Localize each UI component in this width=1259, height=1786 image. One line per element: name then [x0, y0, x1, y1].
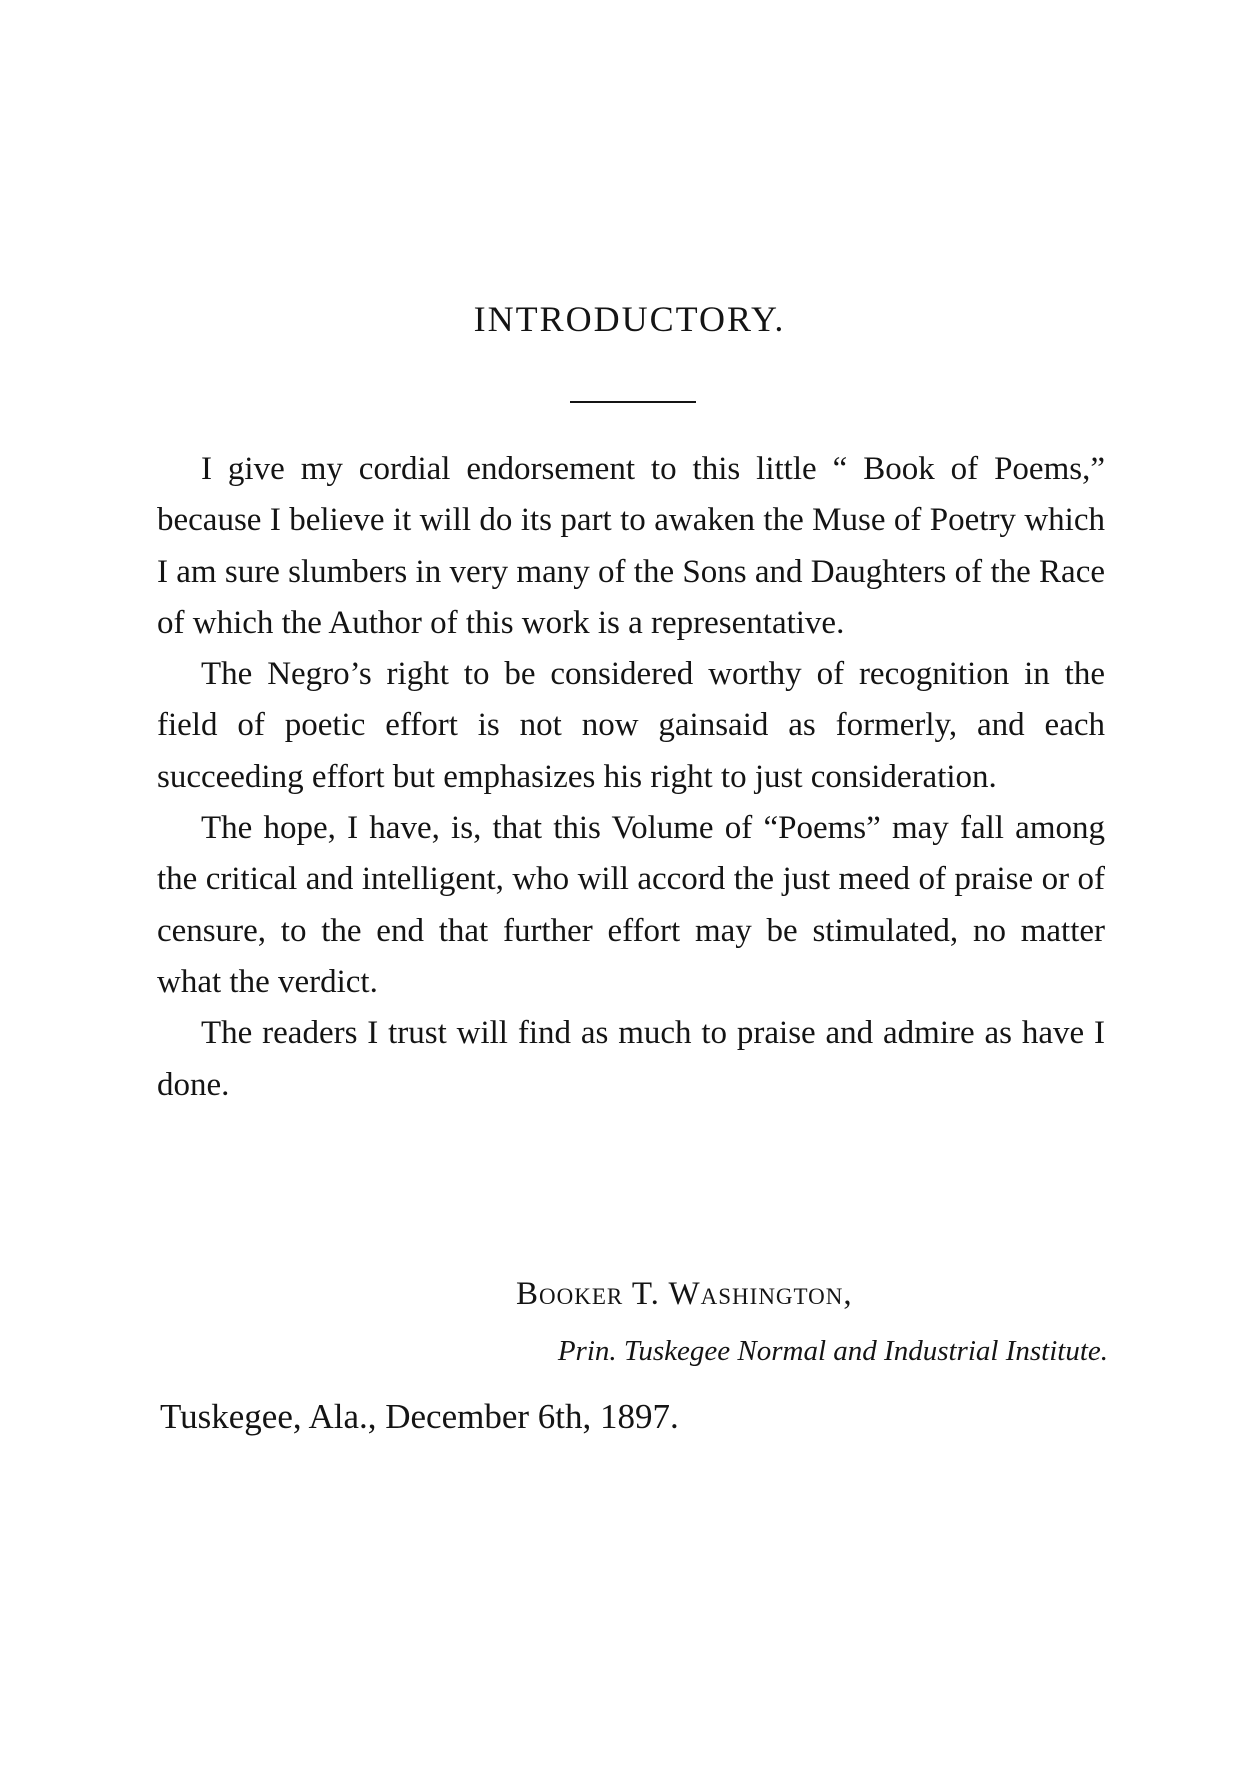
dateline: Tuskegee, Ala., December 6th, 1897.	[160, 1397, 679, 1436]
paragraph-4: The readers I trust will find as much to praise and admire as have I done.	[157, 1015, 1105, 1103]
paragraph-3: The hope, I have, is, that this Volume of “Poems” may fall among the critical and intelligent, who will accord the just meed of praise or of censure, to the end that further effort may be stimulated, no matter what the verdict.	[157, 810, 1105, 1000]
paragraph-1: I give my cordial endorsement to this little “ Book of Poems,” because I believe it will do its part to awaken the Muse of Poetry which I am sure slumbers in very many of the Sons and Daughters of the Race of which the Author of this work is a representative.	[157, 451, 1105, 641]
introduction-body	[157, 444, 1105, 1111]
page-heading: INTRODUCTORY.	[473, 299, 786, 339]
paragraph-2: The Negro’s right to be considered worthy of recognition in the field of poetic effort is not now gainsaid as formerly, and each succeeding effort but emphasizes his right to just consideration.	[157, 656, 1105, 795]
signature-title: Prin. Tuskegee Normal and Industrial Institute.	[557, 1335, 1108, 1367]
heading-rule	[570, 401, 696, 403]
signature-name: Booker T. Washington,	[516, 1276, 853, 1312]
